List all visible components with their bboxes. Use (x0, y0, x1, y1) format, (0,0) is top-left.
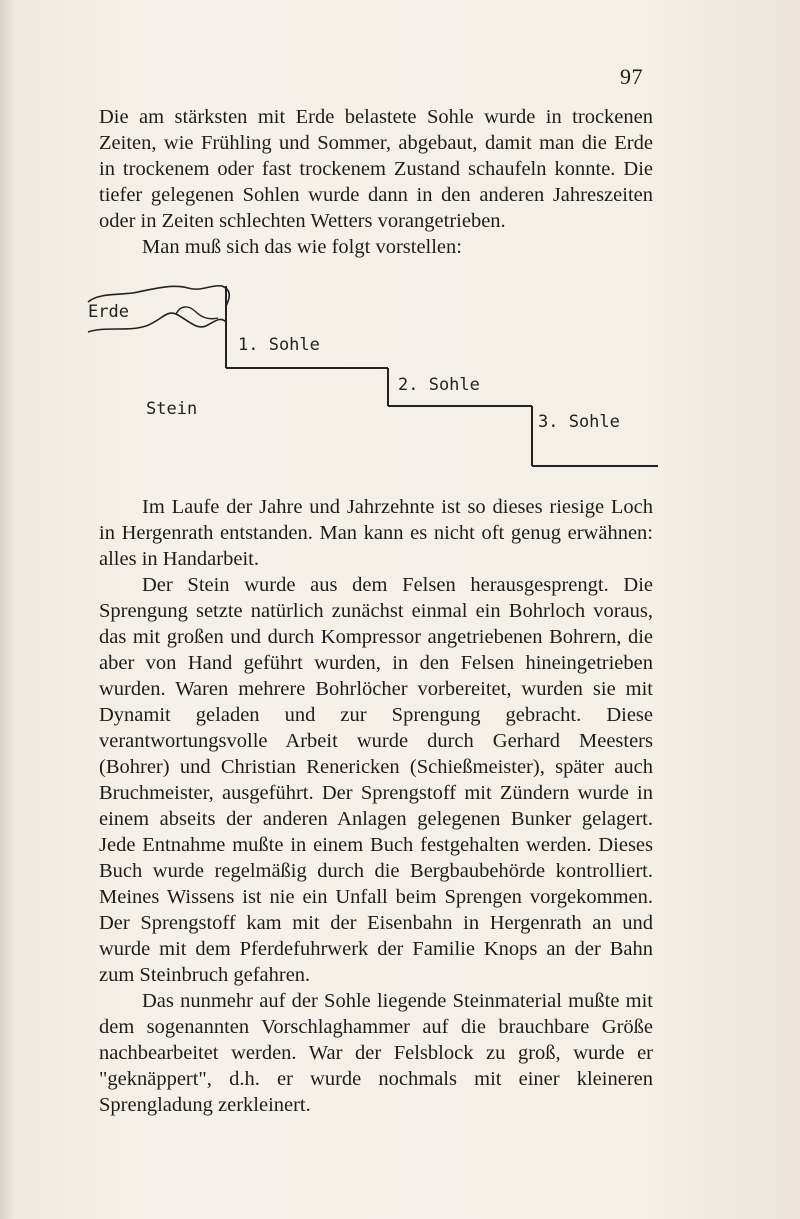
paragraph: Die am stärksten mit Erde belastete Sohle wurde in trockenen Zeiten, wie Frühling und Sommer, abgebaut, damit man die Erde in trockenem oder fast trockenem Zustand schaufeln konnte. Die tiefer gelegenen Sohlen wurde dann in den anderen Jahreszeiten oder in Zeiten schlechten Wetters vorangetrieben. (99, 106, 653, 232)
page-number: 97 (620, 64, 643, 89)
erde-label: Erde (88, 302, 129, 322)
diagram-svg (80, 262, 670, 482)
page-edge-shadow (0, 0, 14, 1219)
sohle-2-label: 2. Sohle (398, 375, 480, 395)
paragraph: Das nunmehr auf der Sohle liegende Steinmaterial mußte mit dem sogenannten Vorschlaghammer auf die brauchbare Größe nachbearbeitet werden. War der Felsblock zu groß, wurde er "geknäppert", d.h. er wurde nochmals mit einer kleineren Sprengladung zerkleinert. (99, 990, 653, 1116)
text-block-bottom (99, 494, 653, 1118)
quarry-levels-diagram (80, 262, 670, 482)
stein-label: Stein (146, 399, 198, 419)
paragraph: Der Stein wurde aus dem Felsen herausgesprengt. Die Sprengung setzte natürlich zunächst einmal ein Bohrloch voraus, das mit großen und durch Kompressor angetriebenen Bohrern, die aber von Hand geführt wurden, in den Felsen hineingetrieben wurden. Waren mehrere Bohrlöcher vorbereitet, wurden sie mit Dynamit geladen und zur Sprengung gebracht. Diese verantwortungsvolle Arbeit wurde durch Gerhard Meesters (Bohrer) und Christian Renericken (Schießmeister), später auch Bruchmeister, ausgeführt. Der Sprengstoff mit Zündern wurde in einem abseits der anderen Anlagen gelegenen Bunker gelagert. Jede Entnahme mußte in einem Buch festgehalten werden. Dieses Buch wurde regelmäßig durch die Bergbaubehörde kontrolliert. Meines Wissens ist nie ein Unfall beim Sprengen vorgekommen. Der Sprengstoff kam mit der Eisenbahn in Hergenrath an und wurde mit dem Pferdefuhrwerk der Familie Knops an der Bahn zum Steinbruch gefahren. (99, 574, 653, 986)
paragraph: Man muß sich das wie folgt vorstellen: (142, 236, 462, 258)
sohle-3-label: 3. Sohle (538, 412, 620, 432)
paragraph: Im Laufe der Jahre und Jahrzehnte ist so dieses riesige Loch in Hergenrath entstanden. Man kann es nicht oft genug erwähnen: alles in Handarbeit. (99, 496, 653, 570)
sohle-1-label: 1. Sohle (238, 335, 320, 355)
text-block-top (99, 104, 653, 260)
